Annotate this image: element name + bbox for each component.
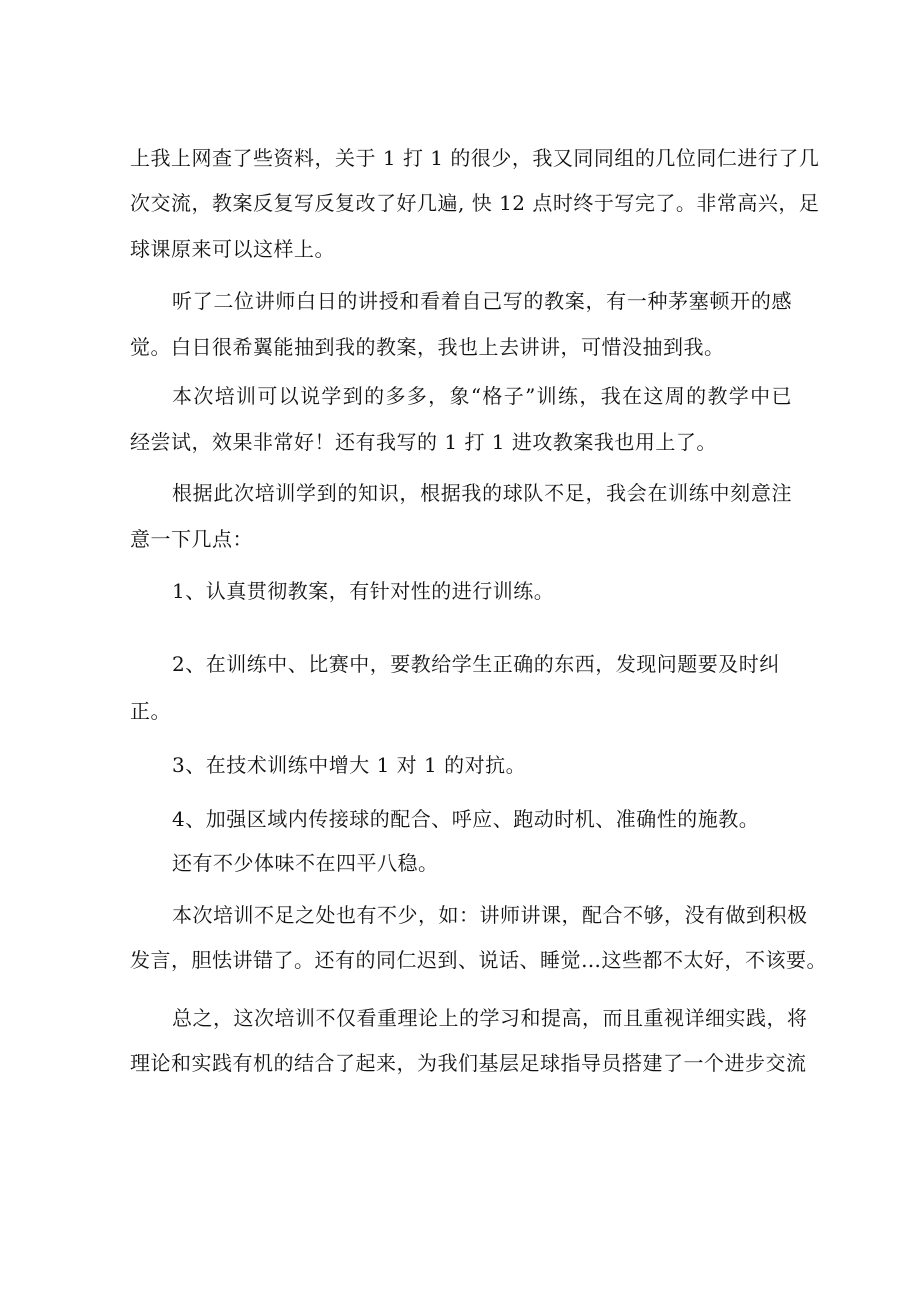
list-item: 4、加强区域内传接球的配合、呼应、跑动时机、准确性的施教。 xyxy=(172,807,760,831)
text-line: 上我上网查了些资料，关于 1 打 1 的很少，我又同同组的几位同仁进行了几 xyxy=(130,146,820,170)
text-line: 觉。白日很希翼能抽到我的教案，我也上去讲讲，可惜没抽到我。 xyxy=(130,335,725,359)
text-line: 总之，这次培训不仅看重理论上的学习和提高，而且重视详细实践，将 xyxy=(172,1006,808,1030)
text-line: 本次培训可以说学到的多多，象“格子”训练，我在这周的教学中已 xyxy=(172,384,792,408)
text-line: 根据此次培训学到的知识，根据我的球队不足，我会在训练中刻意注 xyxy=(172,481,792,505)
text-line: 意一下几点： xyxy=(130,527,253,551)
text-line: 正。 xyxy=(130,699,171,723)
list-item: 3、在技术训练中增大 1 对 1 的对抗。 xyxy=(172,753,527,777)
text-line: 经尝试，效果非常好！还有我写的 1 打 1 进攻教案我也用上了。 xyxy=(130,430,717,454)
text-line: 次交流，教案反复写反复改了好几遍, 快 12 点时终于写完了。非常高兴，足 xyxy=(130,191,820,215)
text-line: 本次培训不足之处也有不少，如：讲师讲课，配合不够，没有做到积极 xyxy=(172,903,808,927)
text-line: 球课原来可以这样上。 xyxy=(130,237,335,261)
text-line: 听了二位讲师白日的讲授和看着自己写的教案，有一种茅塞顿开的感 xyxy=(172,289,792,313)
text-line: 发言，胆怯讲错了。还有的同仁迟到、说话、睡觉…这些都不太好，不该要。 xyxy=(130,948,827,972)
list-item: 2、在训练中、比赛中，要教给学生正确的东西，发现问题要及时纠 xyxy=(172,652,780,676)
text-line: 还有不少体味不在四平八稳。 xyxy=(172,851,439,875)
text-line: 理论和实践有机的结合了起来，为我们基层足球指导员搭建了一个进步交流 xyxy=(130,1051,807,1075)
list-item: 1、认真贯彻教案，有针对性的进行训练。 xyxy=(172,579,555,603)
